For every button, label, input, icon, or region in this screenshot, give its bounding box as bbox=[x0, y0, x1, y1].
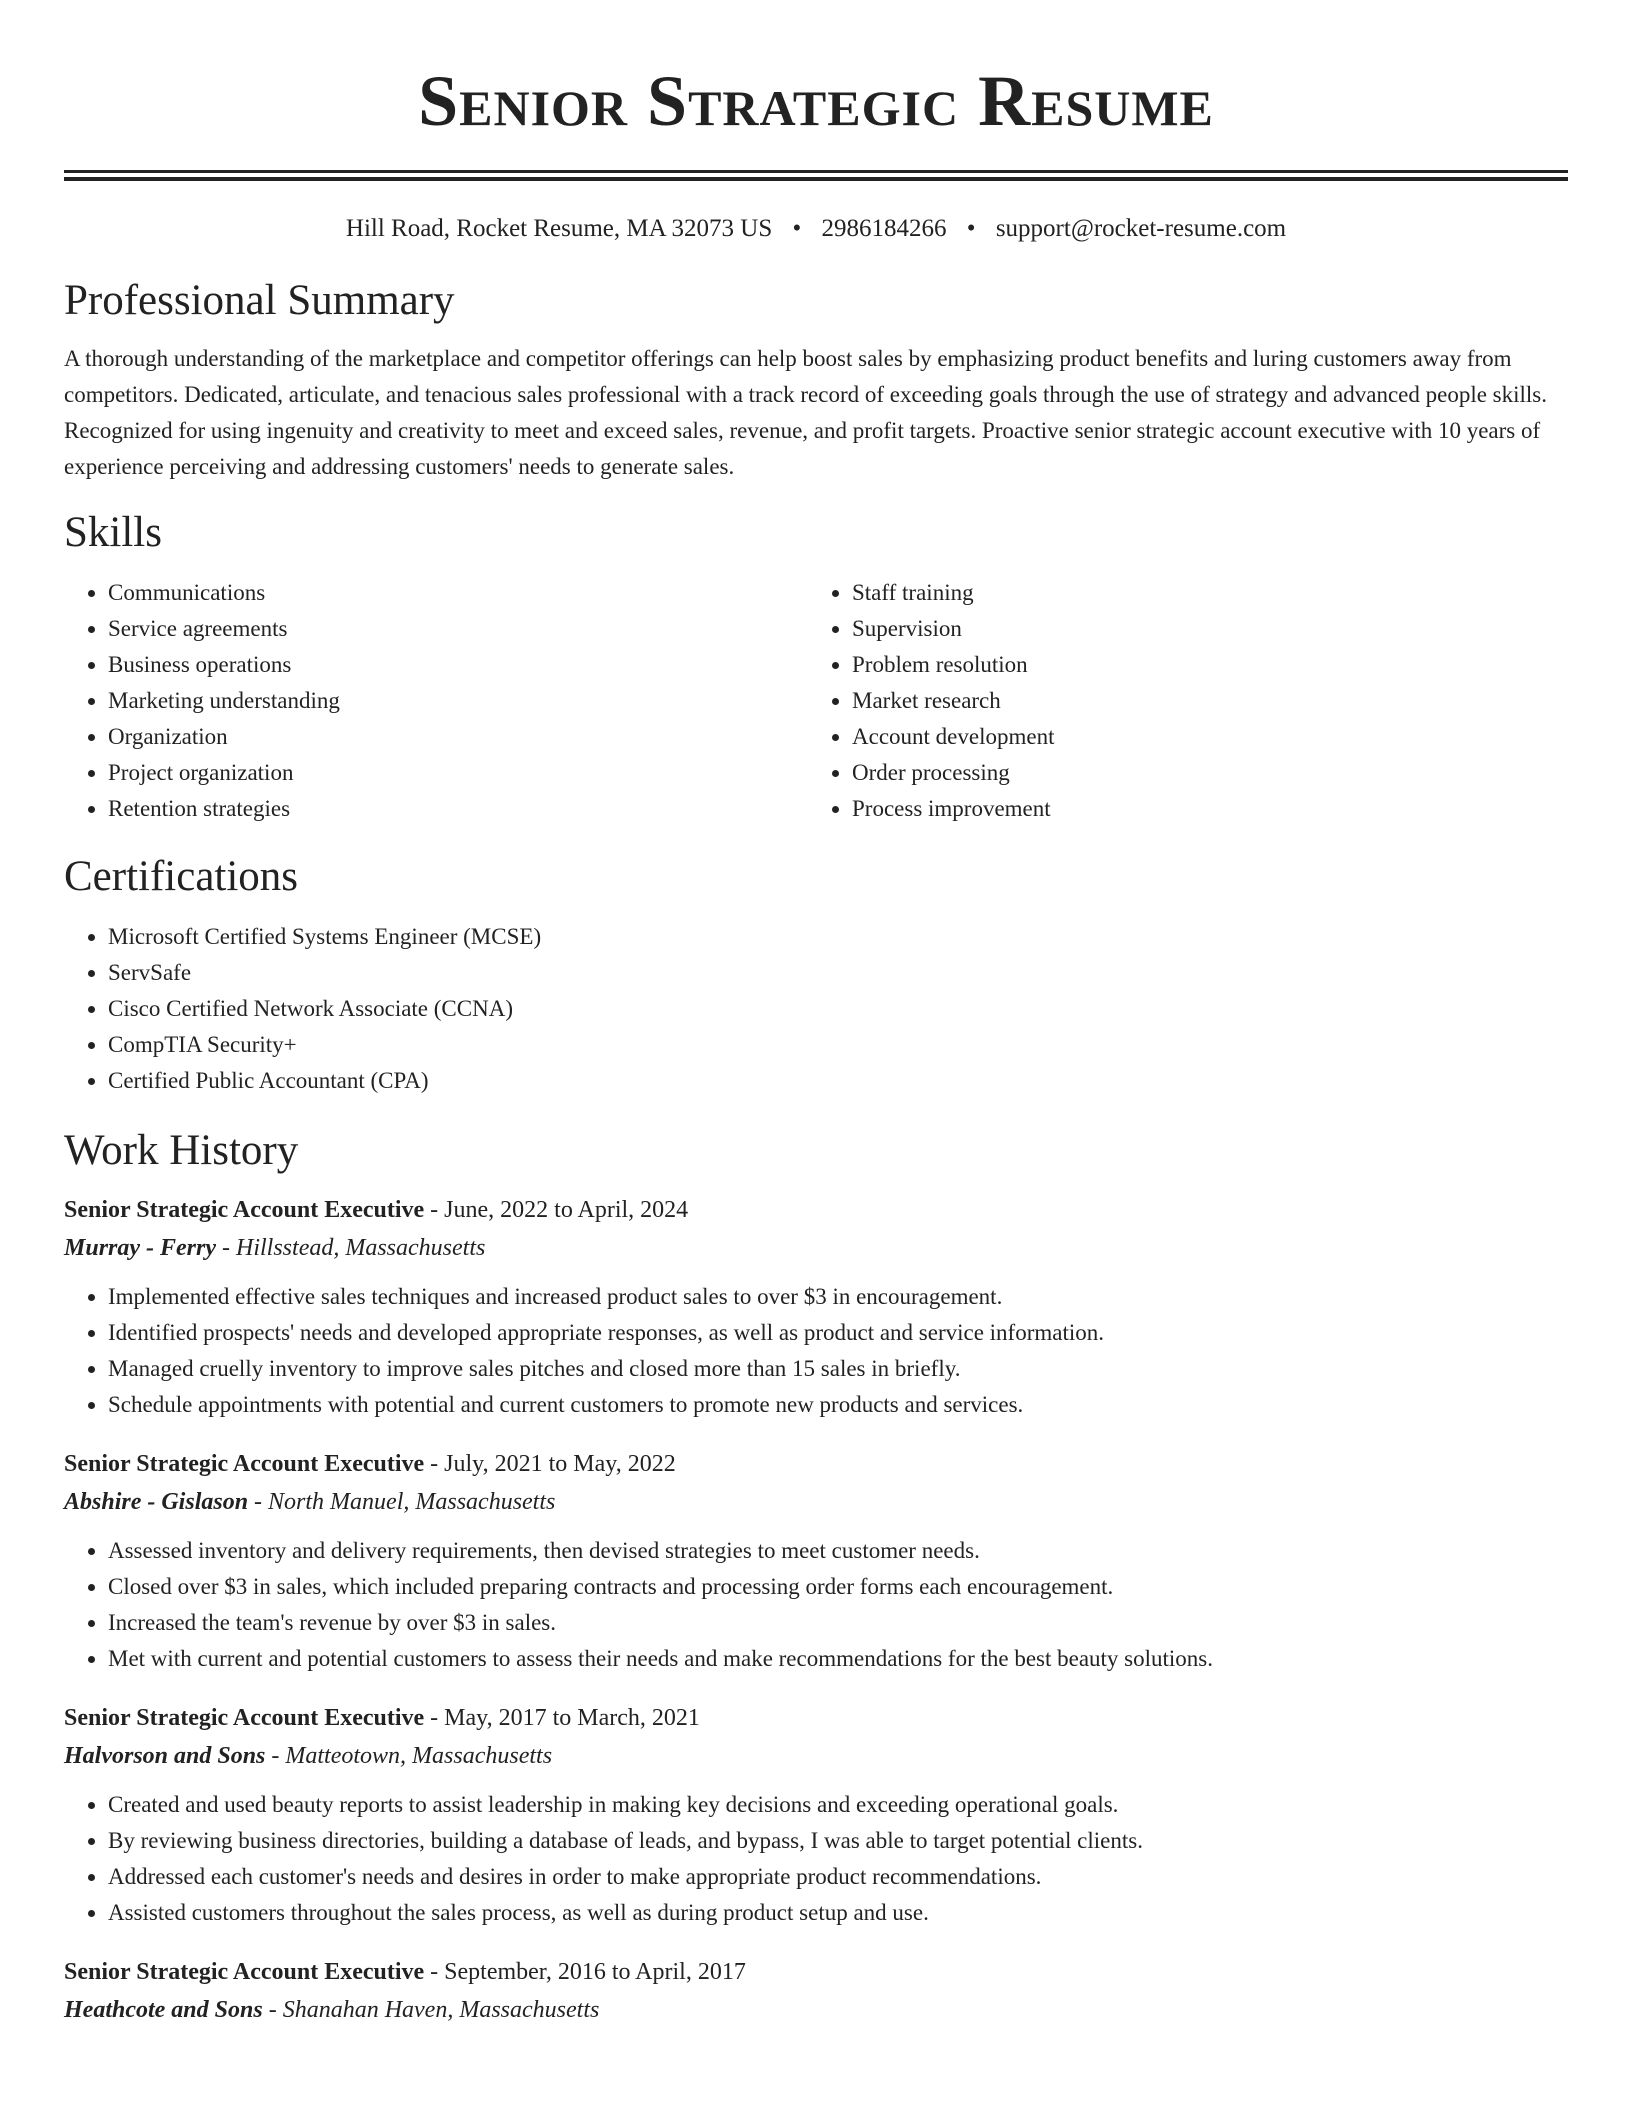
job-dates: - September, 2016 to April, 2017 bbox=[424, 1959, 746, 1985]
job-location: - Hillsstead, Massachusetts bbox=[216, 1235, 486, 1261]
job-header bbox=[64, 1953, 1568, 1991]
resume-title: Senior Strategic Resume bbox=[418, 61, 1214, 141]
contact-line bbox=[64, 211, 1568, 247]
job-bullet: • Created and used beauty reports to assist leadership in making key decisions and exceeding operational goals. bbox=[108, 1787, 1568, 1823]
job-company-line bbox=[64, 1229, 1568, 1267]
job-company-line bbox=[64, 1483, 1568, 1521]
skill-item: • Business operations bbox=[108, 647, 808, 683]
job-header bbox=[64, 1191, 1568, 1229]
job-bullets bbox=[64, 1279, 1568, 1423]
job-bullet: • Schedule appointments with potential and current customers to promote new products and services. bbox=[108, 1387, 1568, 1423]
job-bullet: • Implemented effective sales techniques and increased product sales to over $3 in encouragement. bbox=[108, 1279, 1568, 1315]
skills-list-left bbox=[64, 575, 808, 827]
contact-email: support@rocket-resume.com bbox=[995, 215, 1287, 242]
job-company: Heathcote and Sons bbox=[64, 1997, 263, 2023]
certification-item: • Cisco Certified Network Associate (CCNA) bbox=[108, 991, 1568, 1027]
job-role: Senior Strategic Account Executive bbox=[64, 1959, 425, 1985]
job-location: - Shanahan Haven, Massachusetts bbox=[262, 1997, 600, 2023]
skills-heading: Skills bbox=[64, 509, 162, 556]
job-entry bbox=[64, 1699, 1568, 1931]
job-role: Senior Strategic Account Executive bbox=[64, 1451, 425, 1477]
certification-item: • CompTIA Security+ bbox=[108, 1027, 1568, 1063]
job-role: Senior Strategic Account Executive bbox=[64, 1705, 425, 1731]
skill-item: • Supervision bbox=[852, 611, 1552, 647]
job-company: Murray - Ferry bbox=[64, 1235, 217, 1261]
skill-item: • Process improvement bbox=[852, 791, 1552, 827]
job-dates: - June, 2022 to April, 2024 bbox=[424, 1197, 689, 1223]
job-entry bbox=[64, 1445, 1568, 1677]
job-company: Halvorson and Sons bbox=[64, 1743, 266, 1769]
job-bullet: • Increased the team's revenue by over $3 in sales. bbox=[108, 1605, 1568, 1641]
job-location: - Matteotown, Massachusetts bbox=[265, 1743, 553, 1769]
skill-item: • Marketing understanding bbox=[108, 683, 808, 719]
work-history-heading: Work History bbox=[64, 1127, 299, 1174]
certification-item: • Certified Public Accountant (CPA) bbox=[108, 1063, 1568, 1099]
job-role: Senior Strategic Account Executive bbox=[64, 1197, 425, 1223]
job-entry bbox=[64, 1191, 1568, 1423]
certification-item: • ServSafe bbox=[108, 955, 1568, 991]
job-entry bbox=[64, 1953, 1568, 2029]
contact-separator: • bbox=[792, 215, 802, 242]
skills-columns bbox=[64, 575, 1568, 827]
job-bullet: • Closed over $3 in sales, which included preparing contracts and processing order forms each encouragement. bbox=[108, 1569, 1568, 1605]
job-header bbox=[64, 1699, 1568, 1737]
job-bullet: • Identified prospects' needs and developed appropriate responses, as well as product and service information. bbox=[108, 1315, 1568, 1351]
skill-item: • Account development bbox=[852, 719, 1552, 755]
summary-text: A thorough understanding of the marketplace and competitor offerings can help boost sales by emphasizing product benefits and luring customers away from competitors. Dedicated, articulate, and tenacious sales professional with a track record of exceeding goals through the use of strategy and advanced people skills. Recognized for using ingenuity and creativity to meet and exceed sales, revenue, and profit targets. Proactive senior strategic account executive with 10 years of experience perceiving and addressing customers' needs to generate sales. bbox=[64, 346, 1547, 479]
job-location: - North Manuel, Massachusetts bbox=[248, 1489, 556, 1515]
skill-item: • Organization bbox=[108, 719, 808, 755]
skills-list-right bbox=[808, 575, 1552, 827]
job-company-line bbox=[64, 1991, 1568, 2029]
skill-item: • Communications bbox=[108, 575, 808, 611]
skill-item: • Order processing bbox=[852, 755, 1552, 791]
skill-item: • Retention strategies bbox=[108, 791, 808, 827]
job-bullet: • Addressed each customer's needs and desires in order to make appropriate product recommendations. bbox=[108, 1859, 1568, 1895]
job-bullet: • Managed cruelly inventory to improve sales pitches and closed more than 15 sales in briefly. bbox=[108, 1351, 1568, 1387]
certification-item: • Microsoft Certified Systems Engineer (MCSE) bbox=[108, 919, 1568, 955]
contact-address: Hill Road, Rocket Resume, MA 32073 US bbox=[345, 215, 773, 242]
skill-item: • Project organization bbox=[108, 755, 808, 791]
job-header bbox=[64, 1445, 1568, 1483]
summary-heading: Professional Summary bbox=[64, 277, 455, 324]
job-bullet: • Met with current and potential customers to assess their needs and make recommendations for the best beauty solutions. bbox=[108, 1641, 1568, 1677]
job-dates: - May, 2017 to March, 2021 bbox=[424, 1705, 700, 1731]
job-bullet: • Assisted customers throughout the sales process, as well as during product setup and use. bbox=[108, 1895, 1568, 1931]
skill-item: • Staff training bbox=[852, 575, 1552, 611]
job-bullet: • Assessed inventory and delivery requirements, then devised strategies to meet customer needs. bbox=[108, 1533, 1568, 1569]
job-company-line bbox=[64, 1737, 1568, 1775]
certifications-heading: Certifications bbox=[64, 853, 299, 900]
certifications-list bbox=[64, 919, 1568, 1099]
resume-page bbox=[64, 0, 1568, 2029]
skill-item: • Service agreements bbox=[108, 611, 808, 647]
skill-item: • Market research bbox=[852, 683, 1552, 719]
skill-item: • Problem resolution bbox=[852, 647, 1552, 683]
job-bullet: • By reviewing business directories, building a database of leads, and bypass, I was able to target potential clients. bbox=[108, 1823, 1568, 1859]
title-divider bbox=[64, 170, 1568, 181]
job-bullets bbox=[64, 1787, 1568, 1931]
job-dates: - July, 2021 to May, 2022 bbox=[424, 1451, 676, 1477]
contact-phone: 2986184266 bbox=[821, 215, 947, 242]
contact-separator: • bbox=[966, 215, 976, 242]
job-bullets bbox=[64, 1533, 1568, 1677]
job-company: Abshire - Gislason bbox=[64, 1489, 249, 1515]
